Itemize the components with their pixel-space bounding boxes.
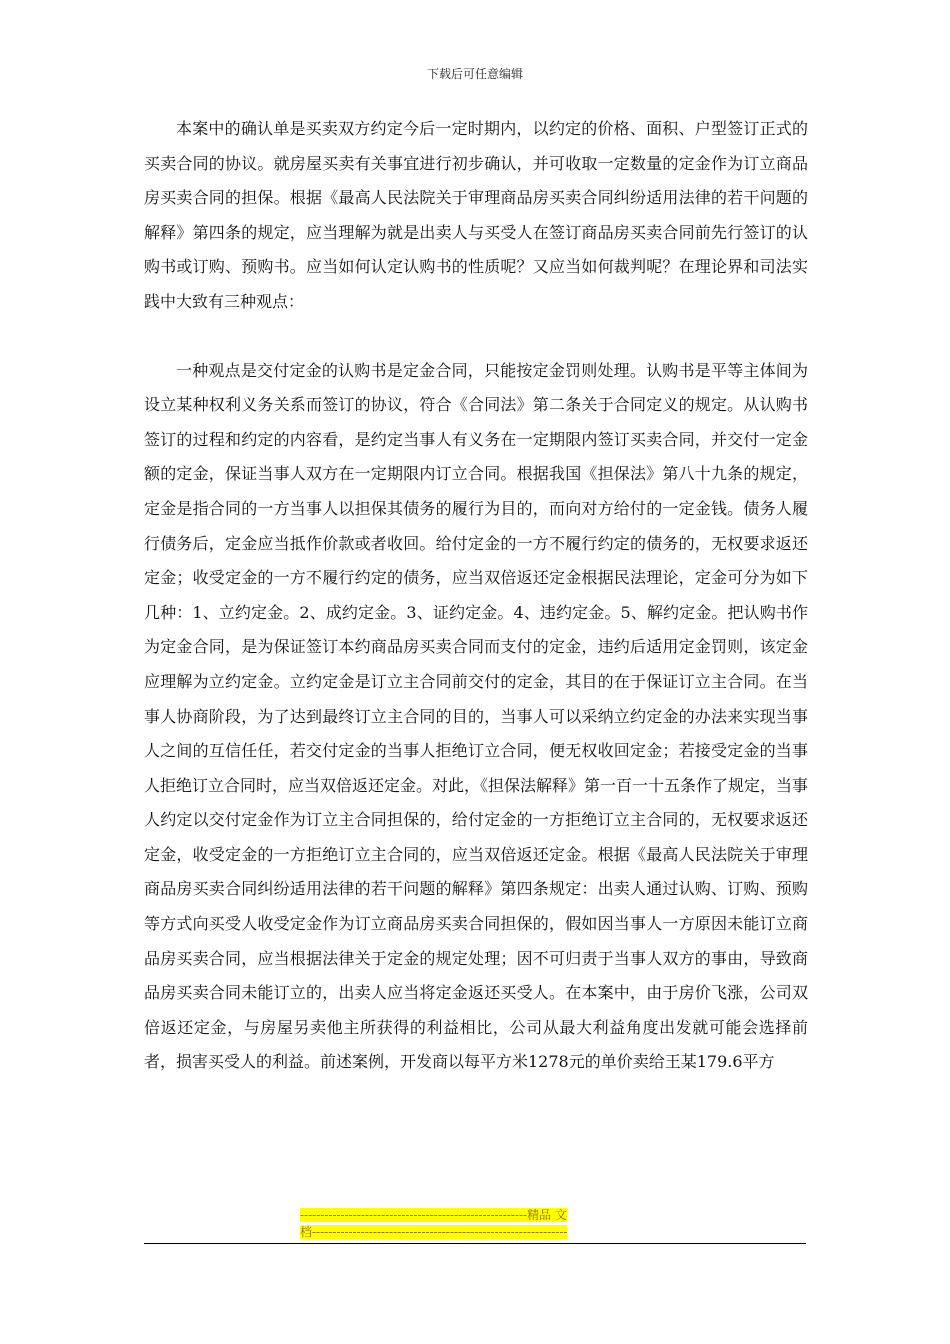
paragraph-gap bbox=[144, 320, 808, 354]
paragraph-deposit-contract-view: 一种观点是交付定金的认购书是定金合同，只能按定金罚则处理。认购书是平等主体间为设立某种权利义务关系而签订的协议，符合《合同法》第二条关于合同定义的规定。从认购书签订的过程和约定的内容看，是约定当事人有义务在一定期限内签订买卖合同，并交付一定金额的定金，保证当事人双方在一定期限内订立合同。根据我国《担保法》第八十九条的规定，定金是指合同的一方当事人以担保其债务的履行为目的，而向对方给付的一定金钱。债务人履行债务后，定金应当抵作价款或者收回。给付定金的一方不履行约定的债务的，无权要求返还定金；收受定金的一方不履行约定的债务，应当双倍返还定金根据民法理论，定金可分为如下几种：1、立约定金。2、成约定金。3、证约定金。4、违约定金。5、解约定金。把认购书作为定金合同，是为保证签订本约商品房买卖合同而支付的定金，违约后适用定金罚则，该定金应理解为立约定金。立约定金是订立主合同前交付的定金，其目的在于保证订立主合同。在当事人协商阶段，为了达到最终订立主合同的目的，当事人可以采纳立约定金的办法来实现当事人之间的互信任任，若交付定金的当事人拒绝订立合同，便无权收回定金；若接受定金的当事人拒绝订立合同时，应当双倍返还定金。对此，《担保法解释》第一百一十五条作了规定，当事人约定以交付定金作为订立主合同担保的，给付定金的一方拒绝订立主合同的，无权要求返还定金，收受定金的一方拒绝订立主合同的，应当双倍返还定金。根据《最高人民法院关于审理商品房买卖合同纠纷适用法律的若干问题的解释》第四条规定：出卖人通过认购、订购、预购等方式向买受人收受定金作为订立商品房买卖合同担保的，假如因当事人一方原因未能订立商品房买卖合同，应当根据法律关于定金的规定处理；因不可归责于当事人双方的事由，导致商品房买卖合同未能订立的，出卖人应当将定金返还买受人。在本案中，由于房价飞涨，公司双倍返还定金，与房屋另卖他主所获得的利益相比，公司从最大利益角度出发就可能会选择前者，损害买受人的利益。前述案例，开发商以每平方米1278元的单价卖给王某179.6平方 bbox=[144, 360, 809, 1072]
footer-line-1 bbox=[300, 1207, 650, 1224]
footer-divider bbox=[144, 1243, 806, 1244]
page-header: 下载后可任意编辑 bbox=[426, 67, 523, 81]
footer-text-2: 档--------------------------------------------------------------- bbox=[300, 1225, 568, 1239]
footer-text-1: --------------------------------------------------------精品 文 bbox=[300, 1208, 567, 1222]
paragraph-confirmation-slip: 本案中的确认单是买卖双方约定今后一定时期内，以约定的价格、面积、户型签订正式的买卖合同的协议。就房屋买卖有关事宜进行初步确认，并可收取一定数量的定金作为订立商品房买卖合同的担保。根据《最高人民法院关于审理商品房买卖合同纠纷适用法律的若干问题的解释》第四条的规定，应当理解为就是出卖人与买受人在签订商品房买卖合同前先行签订的认购书或订购、预购书。应当如何认定认购书的性质呢？又应当如何裁判呢？在理论界和司法实践中大致有三种观点： bbox=[144, 119, 808, 311]
page-footer bbox=[300, 1207, 650, 1241]
document-body bbox=[144, 112, 808, 1080]
footer-line-2 bbox=[300, 1224, 650, 1241]
